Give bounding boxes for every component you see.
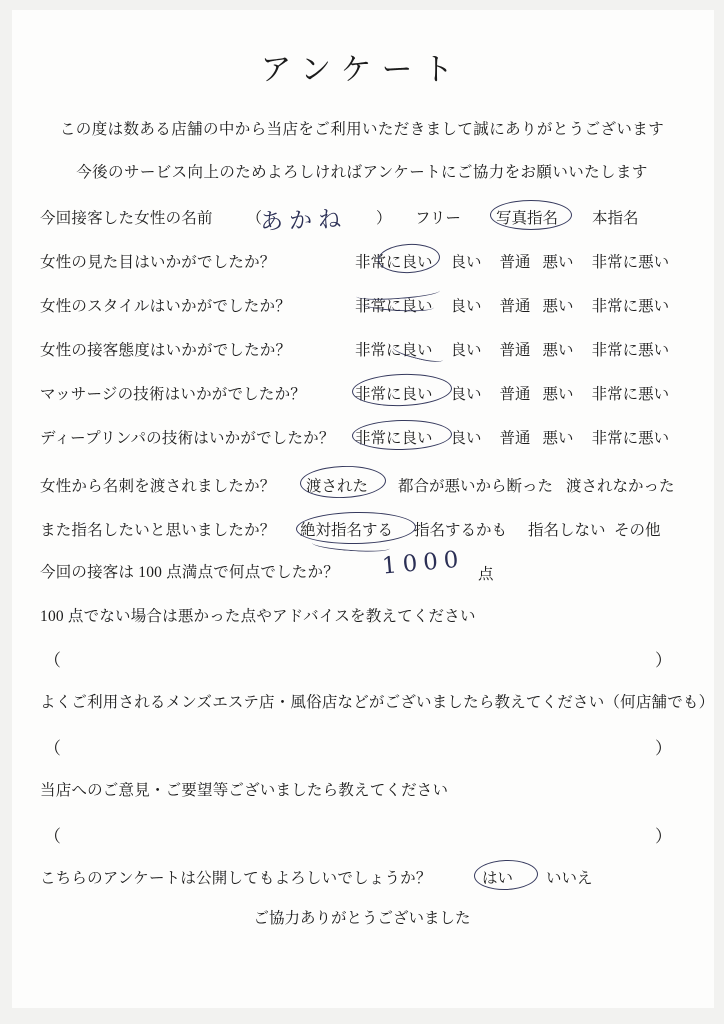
option-very-bad[interactable]: 非常に悪い [591,386,670,403]
repeat-option-no[interactable] [528,518,606,540]
repeat-option-no-label: 指名しない [528,522,606,539]
free-section-1-prompt [40,604,690,626]
repeat-option-maybe-label: 指名するかも [414,522,508,539]
card-option-not-received[interactable] [566,474,675,496]
question-3-label: 女性の接客態度はいかがでしたか？ [40,342,292,359]
option-bad[interactable]: 悪い [542,298,574,315]
name-option-free[interactable] [415,206,461,228]
free-section-3-paren-close: ） [655,827,672,846]
footer-thanks: ご協力ありがとうございました [253,910,471,927]
intro-line-2: 今後のサービス向上のためよろしければアンケートにご協力をお願いいたします [76,164,648,181]
circle-mark-photo-shimei [490,200,572,230]
publish-option-no-label: いいえ [546,870,593,887]
repeat-option-definitely-label: 絶対指名する [300,522,394,539]
score-answer-handwriting: 1000 [381,546,466,580]
business-card-question-label: 女性から名刺を渡されましたか？ [40,478,276,495]
name-option-main[interactable] [592,206,639,228]
score-question [40,560,690,582]
free-section-3-prompt-label: 当店へのご意見・ご要望等ございましたら教えてください [40,782,449,799]
question-5-label: ディープリンパの技術はいかがでしたか？ [40,430,335,447]
option-very-bad[interactable]: 非常に悪い [591,342,670,359]
option-very-good[interactable]: 非常に良い [355,430,433,447]
page-title: アンケート [260,52,464,87]
score-question-label: 今回の接客は 100 点満点で何点でしたか？ [40,564,339,581]
option-bad[interactable]: 悪い [542,386,574,403]
question-1-label: 女性の見た目はいかがでしたか？ [40,254,276,271]
publish-question-label: こちらのアンケートは公開してもよろしいでしょうか？ [40,870,432,887]
option-good[interactable]: 良い [450,298,482,315]
option-very-good[interactable]: 非常に良い [355,298,433,315]
option-normal[interactable]: 普通 [499,254,531,271]
repeat-option-other-label: その他 [614,522,661,539]
free-section-3-paren-open: （ [44,827,61,846]
score-unit-label: 点 [478,566,494,583]
free-section-1-paren-close: ） [655,651,672,670]
option-very-bad[interactable]: 非常に悪い [591,254,670,271]
score-unit [478,562,494,584]
option-normal[interactable]: 普通 [499,298,531,315]
option-very-good[interactable]: 非常に良い [355,386,433,403]
option-good[interactable]: 良い [450,430,482,447]
option-bad[interactable]: 悪い [542,430,574,447]
publish-option-no[interactable] [546,866,593,888]
option-normal[interactable]: 普通 [499,386,531,403]
question-4-label: マッサージの技術はいかがでしたか？ [40,386,306,403]
option-good[interactable]: 良い [450,386,482,403]
name-option-photo-label: 写真指名 [496,210,559,227]
option-good[interactable]: 良い [450,342,482,359]
scan-edge-top [0,0,724,10]
question-2-label: 女性のスタイルはいかがでしたか？ [40,298,291,315]
option-very-good[interactable]: 非常に良い [355,254,433,271]
option-bad[interactable]: 悪い [542,342,574,359]
free-section-2-paren-close: ） [655,739,672,758]
scan-edge-bottom [0,1008,724,1024]
option-normal[interactable]: 普通 [499,342,531,359]
name-answer-handwriting: あかね [259,206,348,236]
card-option-declined-label: 都合が悪いから断った [398,478,554,495]
name-option-free-label: フリー [415,210,461,227]
name-option-main-label: 本指名 [592,210,639,227]
name-question-label: 今回接客した女性の名前 [40,210,213,227]
option-normal[interactable]: 普通 [499,430,531,447]
option-very-bad[interactable]: 非常に悪い [591,430,670,447]
name-paren-close: ） [376,210,392,227]
free-section-1-prompt-label: 100 点でない場合は悪かった点やアドバイスを教えてください [40,608,476,625]
scan-edge-right [714,0,724,1024]
name-paren-open: （ [246,210,262,227]
publish-option-yes-label: はい [482,870,514,887]
option-good[interactable]: 良い [450,254,482,271]
card-option-not-received-label: 渡されなかった [566,478,675,495]
free-section-3-prompt [40,778,690,800]
free-section-2-prompt-label: よくご利用されるメンズエステ店・風俗店などがございましたら教えてください（何店舗でも） [40,694,715,711]
repeat-option-maybe[interactable] [414,518,507,540]
intro-line-1: この度は数ある店舗の中から当店をご利用いただきまして誠にありがとうございます [59,121,665,138]
card-option-declined[interactable] [398,474,553,496]
option-bad[interactable]: 悪い [542,254,574,271]
free-section-2-paren-open: （ [44,739,61,758]
free-section-2-prompt [40,690,715,712]
scan-edge-left [0,0,12,1024]
card-option-received-label: 渡された [306,478,369,495]
repeat-option-other[interactable] [614,518,661,540]
option-very-good[interactable]: 非常に良い [355,342,433,359]
free-section-1-paren-open: （ [44,651,61,670]
repeat-question-label: また指名したいと思いましたか？ [40,522,276,539]
option-very-bad[interactable]: 非常に悪い [591,298,670,315]
